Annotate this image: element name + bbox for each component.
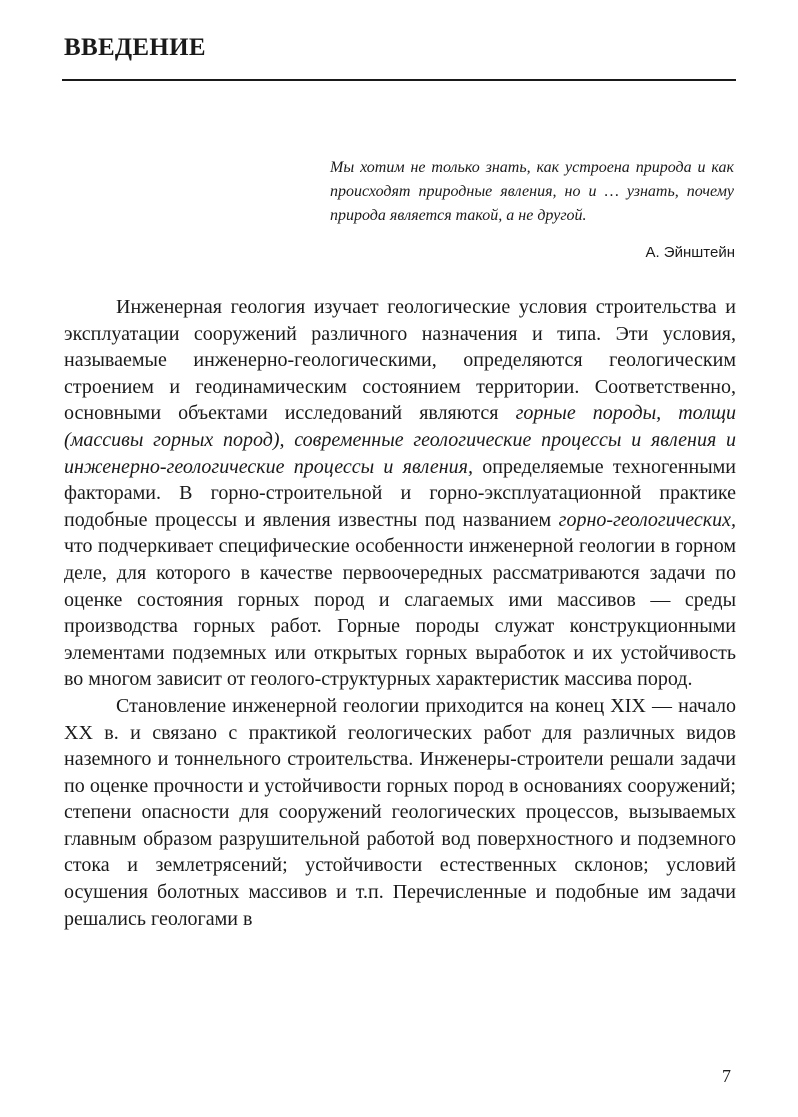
emphasis-run: горные породы, толщи (массивы горных пород), современные геологические процессы и явления и инженерно-геологические процессы и явления, — [64, 402, 737, 478]
title-rule — [62, 79, 736, 81]
emphasis-run: горно-геологических, — [558, 508, 736, 531]
text-run: что подчеркивает специфические особенности инженерной геологии в горном деле, для которого в качестве первоочередных рассматриваются задачи по оценке состояния горных пород и слагаемых ими массивов — среды производства горных работ. Горные породы служат конструкционными элементами подземных или открытых горных выработок и их устойчивость во многом зависит от геолого-структурных характеристик массива пород. — [64, 535, 736, 691]
paragraph-2 — [64, 693, 736, 932]
epigraph-author: А. Эйнштейн — [645, 244, 735, 261]
paragraph-1 — [64, 294, 736, 693]
text-run: Становление инженерной геологии приходится на конец XIX — начало XX в. и связано с практикой геологических работ для различных видов наземного и тоннельного строительства. Инженеры-строители решали задачи по оценке прочности и устойчивости горных пород в основаниях сооружений; степени опасности для сооружений геологических процессов, вызываемых главным образом разрушительной работой вод поверхностного и подземного стока и землетрясений; устойчивости естественных склонов; условий осушения болотных массивов и т.п. Перечисленные и подобные им задачи решались геологами в — [64, 694, 736, 930]
epigraph-quote: Мы хотим не только знать, как устроена природа и как происходят природные явления, но и … узнать, почему природа является такой, а не другой. — [330, 159, 734, 224]
text-run: определяемые техногенными факторами. В горно-строительной и горно-эксплуатационной практике подобные процессы и явления известны под названием — [64, 455, 736, 531]
page-number: 7 — [722, 1066, 731, 1086]
chapter-title: ВВЕДЕНИЕ — [64, 34, 206, 61]
body-text — [64, 294, 736, 932]
text-run: Инженерная геология изучает геологические условия строительства и эксплуатации сооружений различного назначения и типа. Эти условия, называемые инженерно-геологическими, определяются геологическим строением и геодинамическим состоянием территории. Соответственно, основными объектами исследований являются — [64, 296, 736, 425]
